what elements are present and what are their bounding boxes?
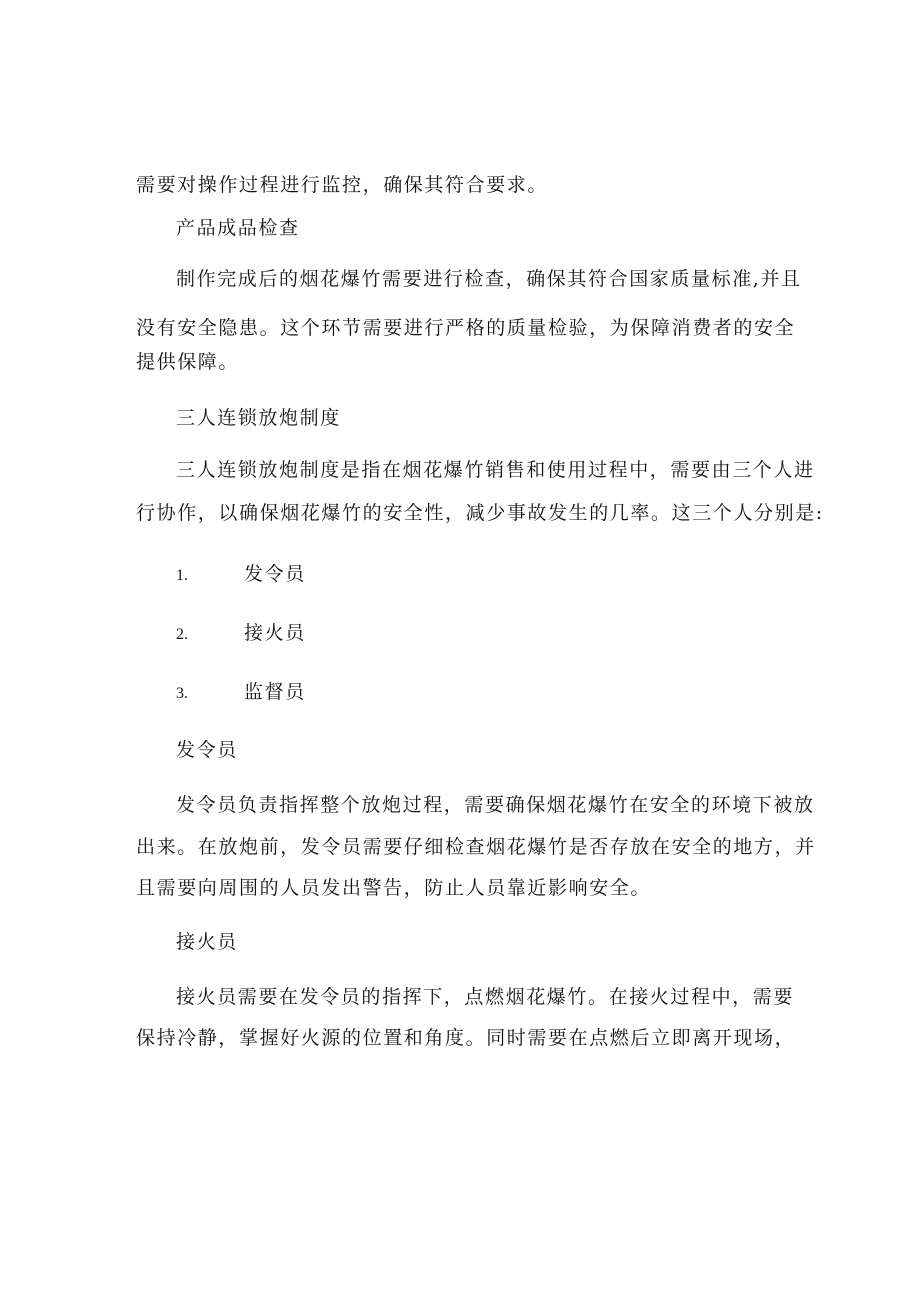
list-number: 1. bbox=[176, 567, 188, 584]
paragraph-line: 保持冷静，掌握好火源的位置和角度。同时需要在点燃后立即离开现场， bbox=[136, 1027, 796, 1049]
paragraph-line: 没有安全隐患。这个环节需要进行严格的质量检验，为保障消费者的安全 bbox=[136, 317, 796, 339]
heading-igniter: 接火员 bbox=[176, 931, 238, 953]
paragraph-line: 三人连锁放炮制度是指在烟花爆竹销售和使用过程中，需要由三个人进 bbox=[176, 459, 815, 481]
paragraph-line: 制作完成后的烟花爆竹需要进行检查，确保其符合国家质量标准,并且 bbox=[176, 268, 802, 290]
list-number: 2. bbox=[176, 626, 188, 643]
list-label: 监督员 bbox=[244, 681, 306, 703]
list-label: 发令员 bbox=[244, 563, 306, 585]
paragraph-line: 接火员需要在发令员的指挥下，点燃烟花爆竹。在接火过程中，需要 bbox=[176, 986, 795, 1008]
paragraph-line: 出来。在放炮前，发令员需要仔细检查烟花爆竹是否存放在安全的地方，并 bbox=[136, 836, 816, 858]
paragraph-line: 发令员负责指挥整个放炮过程，需要确保烟花爆竹在安全的环境下被放 bbox=[176, 794, 815, 816]
list-number: 3. bbox=[176, 685, 188, 702]
heading-three-person-system: 三人连锁放炮制度 bbox=[176, 407, 341, 429]
heading-product-inspection: 产品成品检查 bbox=[176, 217, 300, 239]
paragraph-line: 且需要向周围的人员发出警告，防止人员靠近影响安全。 bbox=[136, 877, 652, 899]
paragraph-line: 提供保障。 bbox=[136, 351, 240, 373]
heading-commander: 发令员 bbox=[176, 739, 238, 761]
continuation-text: 需要对操作过程进行监控，确保其符合要求。 bbox=[136, 174, 549, 196]
list-label: 接火员 bbox=[244, 622, 306, 644]
paragraph-line: 行协作，以确保烟花爆竹的安全性，减少事故发生的几率。这三个人分别是: bbox=[136, 502, 824, 524]
